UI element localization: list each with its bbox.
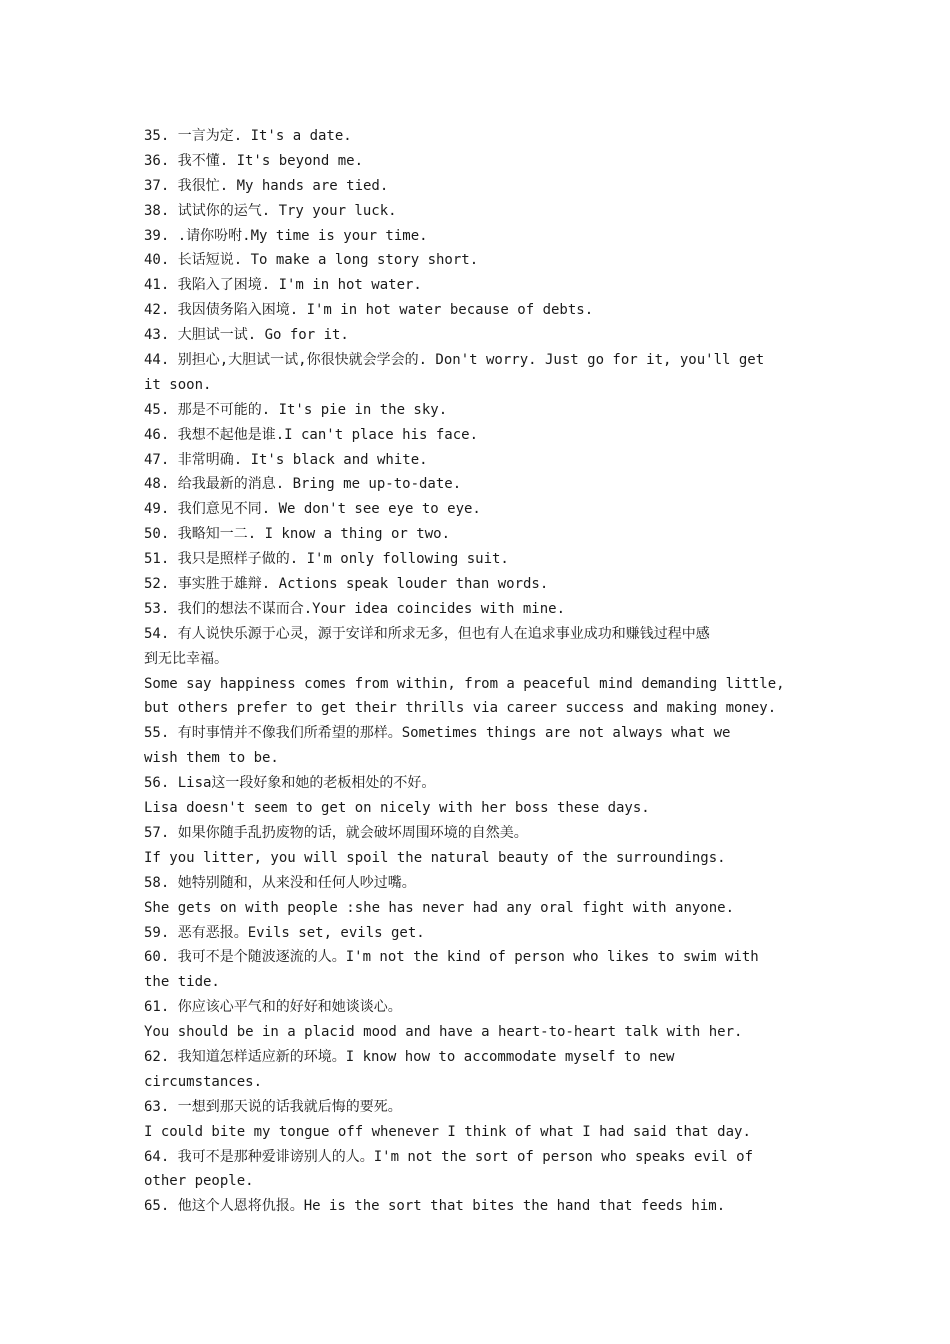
- text-line: 40. 长话短说. To make a long story short.: [144, 252, 479, 269]
- text-line: 37. 我很忙. My hands are tied.: [144, 177, 389, 194]
- text-line: 47. 非常明确. It's black and white.: [144, 451, 428, 468]
- text-line: 50. 我略知一二. I know a thing or two.: [144, 526, 451, 543]
- text-line: 53. 我们的想法不谋而合.Your idea coincides with mine.: [144, 600, 566, 617]
- text-line: 45. 那是不可能的. It's pie in the sky.: [144, 401, 448, 418]
- text-line: it soon.: [144, 376, 212, 393]
- text-line: 54. 有人说快乐源于心灵，源于安详和所求无多，但也有人在追求事业成功和赚钱过程中感: [144, 625, 710, 642]
- text-line: You should be in a placid mood and have a heart-to-heart talk with her.: [144, 1024, 743, 1041]
- text-line: Lisa doesn't seem to get on nicely with her boss these days.: [144, 800, 650, 817]
- text-line: 38. 试试你的运气. Try your luck.: [144, 202, 397, 219]
- text-line: 58. 她特别随和，从来没和任何人吵过嘴。: [144, 874, 416, 891]
- document-body: [144, 124, 812, 1219]
- text-line: 56. Lisa这一段好象和她的老板相处的不好。: [144, 775, 436, 792]
- text-line: 55. 有时事情并不像我们所希望的那样。Sometimes things are not always what we: [144, 725, 731, 742]
- text-line: but others prefer to get their thrills via career success and making money.: [144, 700, 777, 717]
- text-line: 35. 一言为定. It's a date.: [144, 128, 352, 144]
- text-line: 52. 事实胜于雄辩. Actions speak louder than words.: [144, 576, 549, 593]
- text-line: 48. 给我最新的消息. Bring me up-to-date.: [144, 476, 462, 493]
- text-line: 65. 他这个人恩将仇报。He is the sort that bites the hand that feeds him.: [144, 1198, 726, 1215]
- text-line: 44. 别担心,大胆试一试,你很快就会学会的. Don't worry. Just go for it, you'll get: [144, 352, 765, 369]
- text-line: 62. 我知道怎样适应新的环境。I know how to accommodate myself to new: [144, 1048, 675, 1065]
- text-line: 42. 我因债务陷入困境. I'm in hot water because of debts.: [144, 302, 594, 319]
- text-line: 到无比幸福。: [144, 650, 228, 667]
- text-line: 64. 我可不是那种爱诽谤别人的人。I'm not the sort of person who speaks evil of: [144, 1148, 754, 1165]
- text-line: 61. 你应该心平气和的好好和她谈谈心。: [144, 999, 402, 1016]
- text-line: 46. 我想不起他是谁.I can't place his face.: [144, 426, 479, 443]
- text-line: 59. 恶有恶报。Evils set, evils get.: [144, 924, 425, 941]
- text-line: other people.: [144, 1173, 254, 1190]
- text-line: 57. 如果你随手乱扔废物的话，就会破坏周围环境的自然美。: [144, 824, 528, 841]
- text-line: Some say happiness comes from within, from a peaceful mind demanding little,: [144, 675, 785, 692]
- text-line: 63. 一想到那天说的话我就后悔的要死。: [144, 1098, 402, 1115]
- text-line: circumstances.: [144, 1073, 263, 1090]
- text-line: 39. .请你吩咐.My time is your time.: [144, 227, 428, 244]
- text-line: the tide.: [144, 974, 220, 991]
- text-line: I could bite my tongue off whenever I think of what I had said that day.: [144, 1123, 751, 1140]
- text-line: 43. 大胆试一试. Go for it.: [144, 327, 349, 344]
- text-line: 60. 我可不是个随波逐流的人。I'm not the kind of person who likes to swim with: [144, 949, 759, 966]
- text-line: wish them to be.: [144, 750, 279, 767]
- text-line: She gets on with people :she has never had any oral fight with anyone.: [144, 899, 735, 916]
- text-line: 49. 我们意见不同. We don't see eye to eye.: [144, 501, 481, 518]
- text-line: 36. 我不懂. It's beyond me.: [144, 152, 364, 169]
- text-line: If you litter, you will spoil the natural beauty of the surroundings.: [144, 849, 726, 866]
- text-line: 41. 我陷入了困境. I'm in hot water.: [144, 277, 422, 294]
- text-line: 51. 我只是照样子做的. I'm only following suit.: [144, 551, 509, 568]
